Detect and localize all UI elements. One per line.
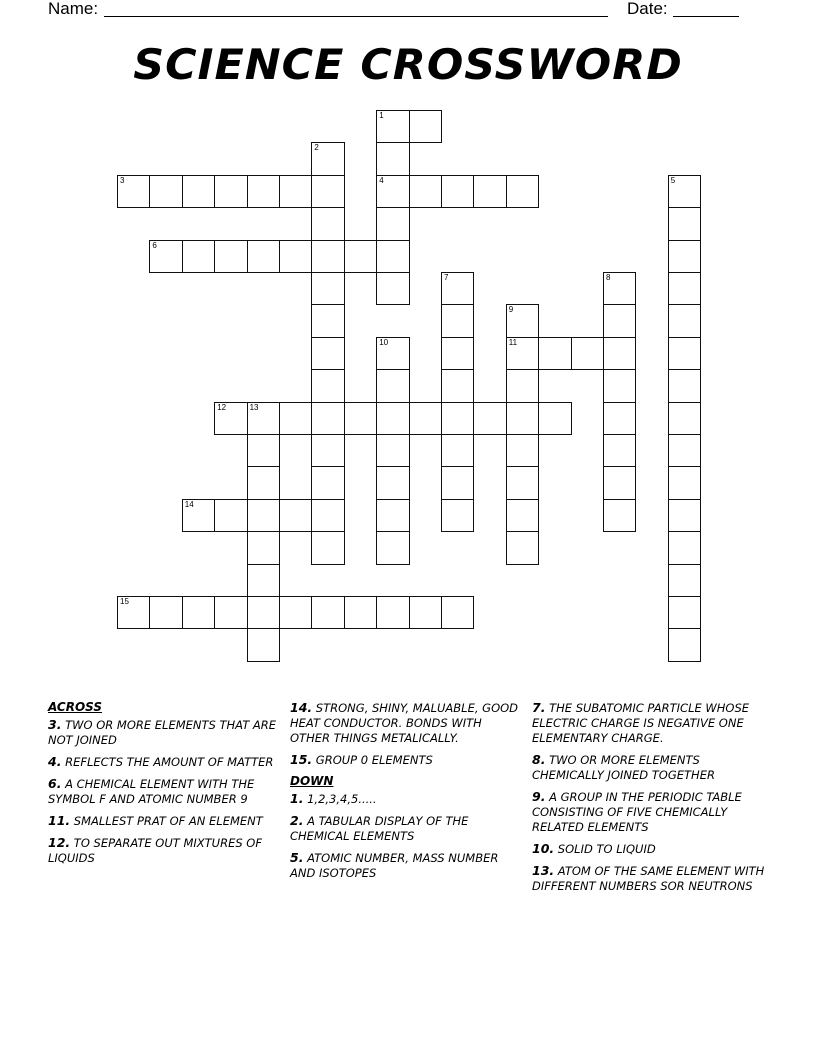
grid-cell[interactable] xyxy=(247,531,280,564)
down-heading: DOWN xyxy=(290,774,334,788)
grid-cell[interactable] xyxy=(247,402,280,435)
across-heading: ACROSS xyxy=(48,700,103,714)
grid-cell[interactable] xyxy=(603,369,636,402)
grid-cell[interactable] xyxy=(182,596,215,629)
clue-item-text: ATOM OF THE SAME ELEMENT WITH DIFFERENT NUMBERS SOR NEUTRONS xyxy=(532,864,765,893)
grid-cell[interactable] xyxy=(603,272,636,305)
clue-item xyxy=(290,791,522,807)
grid-cell[interactable] xyxy=(311,434,344,467)
clue-item-number: 1. xyxy=(290,791,304,806)
grid-cell[interactable] xyxy=(506,175,539,208)
grid-cell[interactable] xyxy=(668,272,701,305)
grid-cell[interactable] xyxy=(311,402,344,435)
clue-number: 7 xyxy=(444,273,449,282)
grid-cell[interactable] xyxy=(247,596,280,629)
grid-cell[interactable] xyxy=(441,402,474,435)
grid-cell[interactable] xyxy=(376,272,409,305)
clue-item xyxy=(290,752,522,768)
grid-cell[interactable] xyxy=(279,175,312,208)
clue-number: 5 xyxy=(670,175,676,185)
clue-item-text: STRONG, SHINY, MALUABLE, GOOD HEAT CONDUCTOR. BONDS WITH OTHER THINGS METALICALLY. xyxy=(290,701,519,745)
grid-cell[interactable] xyxy=(473,175,506,208)
clues-column-3 xyxy=(532,700,772,900)
grid-cell[interactable] xyxy=(441,337,474,370)
clue-number: 3 xyxy=(120,175,125,185)
clue-item xyxy=(48,835,276,866)
clue-item-number: 6. xyxy=(48,776,62,791)
grid-cell[interactable] xyxy=(279,499,312,532)
clue-number: 9 xyxy=(508,305,514,315)
grid-cell[interactable] xyxy=(376,240,409,273)
grid-cell[interactable] xyxy=(214,402,247,435)
clue-item xyxy=(532,863,772,894)
clue-item-text: ATOMIC NUMBER, MASS NUMBER AND ISOTOPES xyxy=(290,851,499,880)
grid-cell[interactable] xyxy=(668,531,701,564)
grid-cell[interactable] xyxy=(247,628,280,661)
clue-item-number: 4. xyxy=(48,754,62,769)
grid-cell[interactable] xyxy=(247,175,280,208)
grid-cell[interactable] xyxy=(376,596,409,629)
grid-cell[interactable] xyxy=(279,240,312,273)
grid-cell[interactable] xyxy=(668,596,701,629)
page-title: SCIENCE CROSSWORD xyxy=(133,40,683,89)
clue-item xyxy=(48,717,276,748)
grid-cell[interactable] xyxy=(311,466,344,499)
clue-item xyxy=(532,700,772,746)
grid-cell[interactable] xyxy=(571,337,604,370)
grid-cell[interactable] xyxy=(603,402,636,435)
grid-cell[interactable] xyxy=(247,499,280,532)
clue-item-text: TO SEPARATE OUT MIXTURES OF LIQUIDS xyxy=(48,836,262,865)
clue-item-text: SMALLEST PRAT OF AN ELEMENT xyxy=(70,814,263,828)
clue-number: 2 xyxy=(314,143,319,153)
clue-number: 1 xyxy=(379,111,384,120)
grid-cell[interactable] xyxy=(376,369,409,402)
grid-cell[interactable] xyxy=(311,142,344,175)
clue-item-number: 11. xyxy=(48,813,71,828)
grid-cell[interactable] xyxy=(247,564,280,597)
down-clue-list-continued xyxy=(532,700,772,894)
grid-cell[interactable] xyxy=(376,402,409,435)
clue-item-number: 2. xyxy=(290,813,304,828)
grid-cell[interactable] xyxy=(182,499,215,532)
clue-item-text: REFLECTS THE AMOUNT OF MATTER xyxy=(61,755,274,769)
grid-cell[interactable] xyxy=(376,142,409,175)
grid-cell[interactable] xyxy=(668,207,701,240)
clue-item xyxy=(532,841,772,857)
grid-cell[interactable] xyxy=(311,531,344,564)
grid-cell[interactable] xyxy=(311,175,344,208)
grid-cell[interactable] xyxy=(279,402,312,435)
grid-cell[interactable] xyxy=(506,434,539,467)
grid-cell[interactable] xyxy=(668,402,701,435)
grid-cell[interactable] xyxy=(311,272,344,305)
clue-item xyxy=(290,850,522,881)
clue-item-number: 14. xyxy=(290,700,313,715)
grid-cell[interactable] xyxy=(409,596,442,629)
grid-cell[interactable] xyxy=(603,337,636,370)
grid-cell[interactable] xyxy=(441,304,474,337)
grid-cell[interactable] xyxy=(668,628,701,661)
grid-cell[interactable] xyxy=(311,337,344,370)
grid-cell[interactable] xyxy=(149,596,182,629)
clue-item xyxy=(532,789,772,835)
grid-cell[interactable] xyxy=(344,240,377,273)
clue-number: 8 xyxy=(606,273,611,282)
grid-cell[interactable] xyxy=(149,240,182,273)
grid-cell[interactable] xyxy=(506,337,539,370)
grid-cell[interactable] xyxy=(409,402,442,435)
grid-cell[interactable] xyxy=(441,369,474,402)
clue-item-number: 5. xyxy=(290,850,304,865)
grid-cell[interactable] xyxy=(538,402,571,435)
clue-item-text: GROUP 0 ELEMENTS xyxy=(312,753,433,767)
clue-item xyxy=(290,813,522,844)
clue-item xyxy=(532,752,772,783)
grid-cell[interactable] xyxy=(506,402,539,435)
name-label: Name: xyxy=(48,0,99,18)
grid-cell[interactable] xyxy=(311,240,344,273)
grid-cell[interactable] xyxy=(376,499,409,532)
grid-cell[interactable] xyxy=(603,434,636,467)
clue-item-text: SOLID TO LIQUID xyxy=(554,842,656,856)
across-clue-list xyxy=(48,717,276,866)
grid-cell[interactable] xyxy=(214,240,247,273)
grid-cell[interactable] xyxy=(668,564,701,597)
grid-cell[interactable] xyxy=(668,499,701,532)
grid-cell[interactable] xyxy=(117,175,150,208)
clue-item xyxy=(290,700,522,746)
grid-cell[interactable] xyxy=(311,499,344,532)
clue-item xyxy=(48,813,276,829)
clue-item-number: 7. xyxy=(532,700,546,715)
grid-cell[interactable] xyxy=(214,175,247,208)
clue-item-text: A TABULAR DISPLAY OF THE CHEMICAL ELEMENTS xyxy=(290,814,469,843)
clues-column-1 xyxy=(48,700,276,872)
grid-cell[interactable] xyxy=(344,402,377,435)
grid-cell[interactable] xyxy=(409,110,442,143)
grid-cell[interactable] xyxy=(376,434,409,467)
grid-cell[interactable] xyxy=(214,499,247,532)
grid-cell[interactable] xyxy=(182,240,215,273)
clue-item-number: 3. xyxy=(48,717,62,732)
across-clue-list-continued xyxy=(290,700,522,768)
grid-cell[interactable] xyxy=(441,175,474,208)
grid-cell[interactable] xyxy=(668,175,701,208)
grid-cell[interactable] xyxy=(506,466,539,499)
grid-cell[interactable] xyxy=(506,304,539,337)
grid-cell[interactable] xyxy=(473,402,506,435)
grid-cell[interactable] xyxy=(441,272,474,305)
grid-cell[interactable] xyxy=(214,596,247,629)
clue-item-text: THE SUBATOMIC PARTICLE WHOSE ELECTRIC CHARGE IS NEGATIVE ONE ELEMENTARY CHARGE. xyxy=(532,701,750,745)
grid-cell[interactable] xyxy=(603,304,636,337)
grid-cell[interactable] xyxy=(311,304,344,337)
grid-cell[interactable] xyxy=(376,175,409,208)
grid-cell[interactable] xyxy=(376,531,409,564)
clue-number: 15 xyxy=(120,597,129,606)
clue-item-text: TWO OR MORE ELEMENTS THAT ARE NOT JOINED xyxy=(48,718,277,747)
grid-cell[interactable] xyxy=(376,337,409,370)
grid-cell[interactable] xyxy=(668,434,701,467)
grid-cell[interactable] xyxy=(441,466,474,499)
clue-item-number: 13. xyxy=(532,863,555,878)
date-label: Date: xyxy=(627,0,668,18)
grid-cell[interactable] xyxy=(506,531,539,564)
clue-item-number: 9. xyxy=(532,789,546,804)
grid-cell[interactable] xyxy=(311,207,344,240)
clue-item-number: 10. xyxy=(532,841,555,856)
grid-cell[interactable] xyxy=(182,175,215,208)
grid-cell[interactable] xyxy=(279,596,312,629)
grid-cell[interactable] xyxy=(149,175,182,208)
grid-cell[interactable] xyxy=(409,175,442,208)
grid-cell[interactable] xyxy=(538,337,571,370)
grid-cell[interactable] xyxy=(247,240,280,273)
down-clue-list xyxy=(290,791,522,881)
clue-item-text: 1,2,3,4,5..... xyxy=(303,792,377,806)
grid-cell[interactable] xyxy=(603,466,636,499)
grid-cell[interactable] xyxy=(311,369,344,402)
grid-cell[interactable] xyxy=(117,596,150,629)
grid-cell[interactable] xyxy=(506,499,539,532)
grid-cell[interactable] xyxy=(668,304,701,337)
grid-cell[interactable] xyxy=(668,466,701,499)
grid-cell[interactable] xyxy=(668,337,701,370)
grid-cell[interactable] xyxy=(603,499,636,532)
clue-number: 4 xyxy=(379,175,384,185)
clue-item-number: 12. xyxy=(48,835,71,850)
grid-cell[interactable] xyxy=(441,434,474,467)
grid-cell[interactable] xyxy=(376,466,409,499)
grid-cell[interactable] xyxy=(311,596,344,629)
clue-item-text: TWO OR MORE ELEMENTS CHEMICALLY JOINED TOGETHER xyxy=(532,753,715,782)
clue-number: 13 xyxy=(249,402,259,412)
grid-cell[interactable] xyxy=(506,369,539,402)
grid-cell[interactable] xyxy=(441,499,474,532)
clue-number: 10 xyxy=(379,337,389,347)
clue-number: 14 xyxy=(184,499,194,509)
grid-cell[interactable] xyxy=(247,434,280,467)
clue-item xyxy=(48,776,276,807)
clue-number: 11 xyxy=(508,337,518,347)
grid-cell[interactable] xyxy=(247,466,280,499)
clues-column-2 xyxy=(290,700,522,887)
clue-number: 6 xyxy=(152,240,157,250)
clue-item xyxy=(48,754,276,770)
clue-item-text: A CHEMICAL ELEMENT WITH THE SYMBOL F AND ATOMIC NUMBER 9 xyxy=(48,777,255,806)
grid-cell[interactable] xyxy=(441,596,474,629)
clue-item-number: 8. xyxy=(532,752,546,767)
grid-cell[interactable] xyxy=(668,240,701,273)
clue-number: 12 xyxy=(217,402,227,412)
grid-cell[interactable] xyxy=(344,596,377,629)
grid-cell[interactable] xyxy=(668,369,701,402)
clue-item-text: A GROUP IN THE PERIODIC TABLE CONSISTING OF FIVE CHEMICALLY RELATED ELEMENTS xyxy=(532,790,742,834)
grid-cell[interactable] xyxy=(376,110,409,143)
grid-cell[interactable] xyxy=(376,207,409,240)
clue-item-number: 15. xyxy=(290,752,313,767)
